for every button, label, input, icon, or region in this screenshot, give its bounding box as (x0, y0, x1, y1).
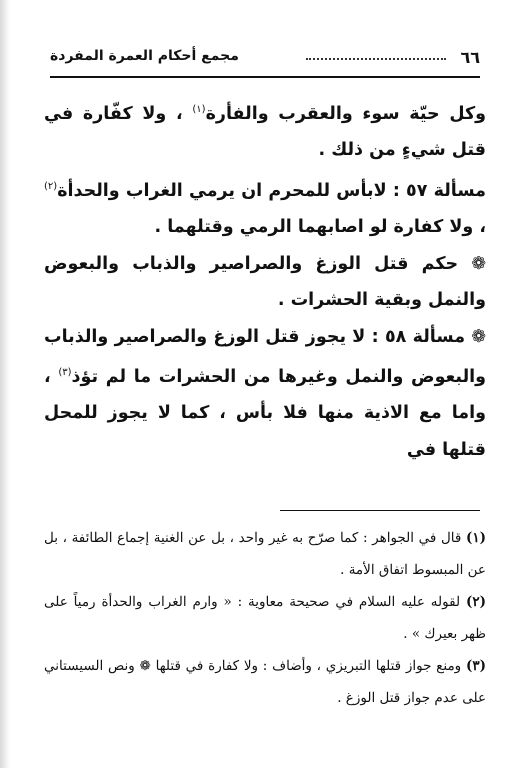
issue-58-text: لا يجوز قتل الوزغ والصراصير والذباب والبعوض والنمل وغيرها من الحشرات ما لم تؤذ (44, 326, 487, 387)
footnote-2 (44, 586, 486, 650)
paragraph-1-rest: ، ولا كفّارة في قتل شيءٍ من ذلك . (44, 103, 486, 161)
footnote-2-number: (٢) (465, 594, 486, 610)
section-heading-text: ❁ حكم قتل الوزغ والصراصير والذباب والبعوض والنمل وبقية الحشرات . (44, 253, 486, 311)
footnote-ref-1: (١) (192, 104, 206, 115)
issue-57-label: مسألة ٥٧ : (392, 180, 487, 201)
footnote-ref-2: (٢) (44, 180, 58, 192)
footnote-3-text: ومنع جواز قتلها التبريزي ، وأضاف : ولا كفارة في قتلها ❁ ونص السيستاني على عدم جواز قتل الوزغ . (44, 658, 486, 706)
footnote-1-text: قال في الجواهر : كما صرّح به غير واحد ، بل عن الغنية إجماع الطائفة ، بل عن المبسوط اتفاق الأمة . (44, 530, 486, 578)
footnote-ref-3: (٣) (58, 367, 72, 379)
scan-shadow (0, 0, 10, 768)
header-rule (50, 76, 480, 78)
footnote-1 (44, 522, 486, 586)
footnote-3 (44, 650, 486, 714)
main-text (44, 92, 486, 468)
paragraph-1-text: وكل حيّة سوء والعقرب والفأرة (205, 103, 487, 124)
footnote-2-text: لقوله عليه السلام في صحيحة معاوية : « وارم الغراب والحدأة رمياً على ظهر بعيرك » . (44, 594, 486, 642)
header-dotted-leader (306, 44, 446, 60)
paragraph-1 (44, 92, 486, 169)
page-header (50, 44, 480, 72)
issue-57-text: لابأس للمحرم ان يرمي الغراب والحدأة (57, 180, 387, 201)
footnote-3-number: (٣) (465, 658, 486, 674)
footnote-separator (280, 510, 480, 511)
issue-58 (44, 319, 486, 469)
issue-58-label: مسألة ٥٨ : (371, 326, 466, 347)
page-number: ٦٦ (460, 48, 480, 67)
footnote-1-number: (١) (465, 530, 486, 546)
section-heading (44, 246, 486, 319)
issue-57 (44, 169, 486, 246)
issue-57-rest: ، ولا كفارة لو اصابهما الرمي وقتلهما . (154, 217, 486, 238)
issue-58-rest: ، واما مع الاذية منها فلا بأس ، كما لا يجوز للمحل قتلها في (44, 366, 486, 460)
running-title: مجمع أحكام العمرة المفردة (50, 48, 239, 64)
footnotes (44, 522, 486, 714)
flower-mark-icon: ❁ (471, 326, 487, 347)
